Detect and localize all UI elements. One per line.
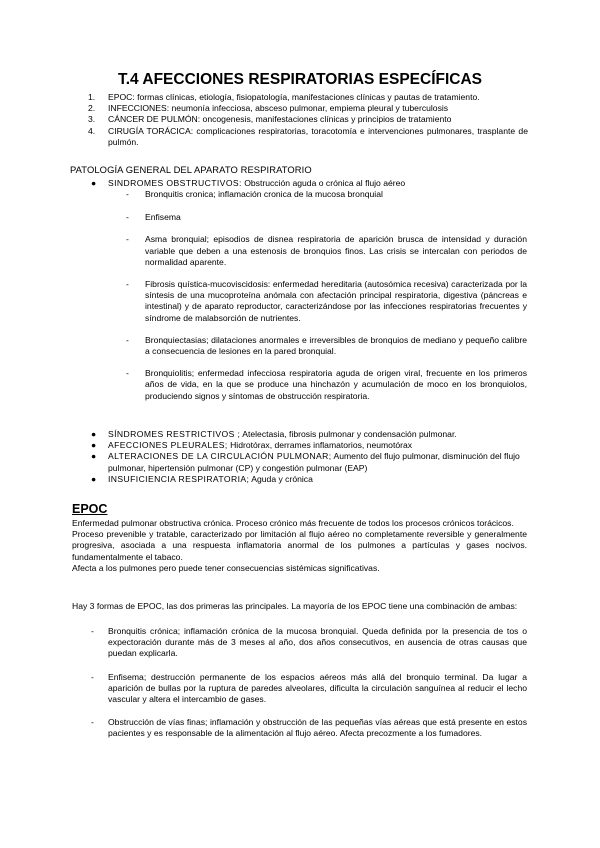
epoc-paragraphs (72, 518, 527, 574)
list-item: ● AFECCIONES PLEURALES; Hidrotórax, derrames inflamatorios, neumotórax (91, 440, 413, 451)
bullet-icon: ● (91, 429, 97, 439)
list-item: ● SÍNDROMES RESTRICTIVOS ; Atelectasia, fibrosis pulmonar y condensación pulmonar. (91, 429, 457, 439)
paragraph: Afecta a los pulmones pero puede tener consecuencias sistémicas significativas. (72, 562, 380, 573)
list-item: ● INSUFICIENCIA RESPIRATORIA; Aguda y crónica (91, 473, 313, 484)
list-item: - Obstrucción de vías finas; inflamación y obstrucción de las pequeñas vías aéreas que está presente en estos pacientes y es responsable de la alimentación al flujo aéreo. Afecta precozmente a los fumadores. (91, 717, 527, 739)
list-item: - Bronquitis crónica; inflamación crónica de la mucosa bronquial. Queda definida por la presencia de tos o expectoración durante más de 3 meses al año, dos años consecutivos, en ausencia de otras causas que puedan explicarla. (91, 626, 527, 659)
list-item: - Bronquiectasias; dilataciones anormales e irreversibles de bronquios de mediano y pequeño calibre a consecuencia de lesiones en la pared bronquial. (126, 334, 527, 357)
list-item: - Fibrosis quística-mucoviscidosis: enfermedad hereditaria (autosómica recesiva) caracterizada por la síntesis de una mucoproteína anómala con afectación principal respiratoria, digestiva (páncreas e intestinal) y de aparato reproductor, caracterizándose por las infecciones respiratorias frecuentes y síndrome de malabsorción de nutrientes. (126, 279, 527, 323)
list-item: - Bronquitis cronica; inflamación cronica de la mucosa bronquial (126, 189, 383, 199)
obstructivos-sublist (126, 189, 527, 402)
topic-item: 2. INFECCIONES: neumonía infecciosa, absceso pulmonar, empiema pleural y tuberculosis (88, 103, 449, 114)
list-item: - Enfisema; destrucción permanente de los espacios aéreos más allá del bronquio terminal. Da lugar a aparición de bullas por la ruptura de paredes alveolares, dificulta la circulación sanguínea al reducir el lecho vascular y altera el intercambio de gases. (91, 671, 527, 705)
list-item: ● ALTERACIONES DE LA CIRCULACIÓN PULMONAR; Aumento del flujo pulmonar, disminución del flujo pulmonar, hipertensión pulmonar (CP) y congestión pulmonar (EAP) (91, 451, 520, 473)
page-title: T.4 AFECCIONES RESPIRATORIAS ESPECÍFICAS (117, 71, 483, 88)
topic-item: 3. CÁNCER DE PULMÓN: oncogenesis, manifestaciones clínicas y principios de tratamiento (88, 114, 452, 125)
list-item: - Asma bronquial; episodios de disnea respiratoria de aparición brusca de intensidad y duración variable que deben a una estenosis de bronquios finos. Las crisis se intercalan con periodos de normalidad aparente. (126, 234, 527, 267)
topic-item: 1. EPOC: formas clínicas, etiología, fisiopatología, manifestaciones clínicas y pautas de tratamiento. (88, 92, 480, 102)
topic-item: 4. CIRUGÍA TORÁCICA: complicaciones respiratorias, toracotomía e intervenciones pulmonares, trasplante de pulmón. (88, 125, 528, 147)
obstructivos-bullet: ● SINDROMES OBSTRUCTIVOS: Obstrucción aguda o crónica al flujo aéreo (91, 178, 406, 188)
list-item: - Bronquiolitis; enfermedad infecciosa respiratoria aguda de origen viral, frecuente en los primeros años de vida, en la que se produce una hinchazón y acumulación de moco en los bronquiolos, produciendo signos y síntomas de obstrucción respiratoria. (126, 368, 527, 401)
list-item: - Enfisema (126, 212, 181, 223)
paragraph: Enfermedad pulmonar obstructiva crónica. Proceso crónico más frecuente de todos los procesos crónicos torácicos. (72, 518, 514, 528)
section-heading-patologia: PATOLOGÍA GENERAL DEL APARATO RESPIRATORIO (70, 164, 312, 175)
other-syndromes-list (70, 429, 530, 485)
epoc-forms-intro: Hay 3 formas de EPOC, las dos primeras las principales. La mayoría de los EPOC tiene una combinación de ambas: (72, 601, 518, 611)
bullet-icon: ● (91, 440, 97, 451)
bullet-icon: ● (91, 451, 97, 462)
topic-list (88, 92, 528, 148)
paragraph: Proceso prevenible y tratable, caracterizado por limitación al flujo aéreo no completamente reversible y generalmente progresiva, asociada a una respuesta inflamatoria anormal de los pulmones a partículas y gases nocivos. fundamentalmente el tabaco. (72, 529, 527, 562)
bullet-icon: ● (91, 178, 97, 188)
epoc-forms-list (91, 626, 527, 740)
section-heading-epoc: EPOC (72, 502, 108, 516)
bullet-icon: ● (91, 473, 97, 484)
